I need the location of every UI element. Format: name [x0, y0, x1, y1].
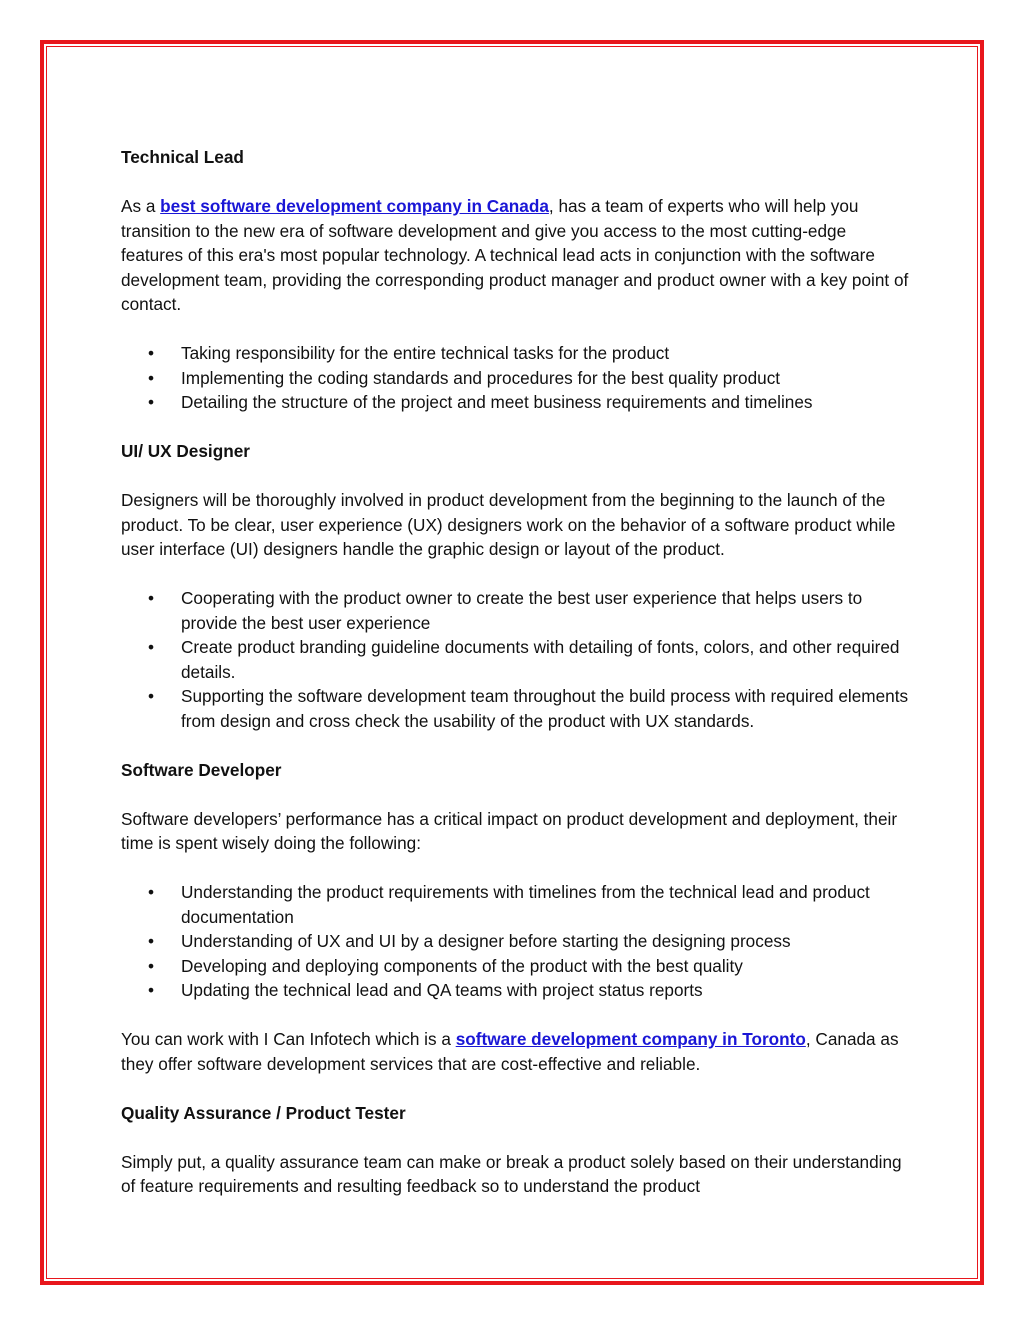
heading-software-developer: Software Developer: [121, 759, 282, 780]
list-item-text: Create product branding guideline documents with detailing of fonts, colors, and other required details.: [181, 637, 900, 682]
bullet-icon: •: [148, 980, 155, 1000]
paragraph-ui-ux: Designers will be thoroughly involved in product development from the beginning to the launch of the product. To be clear, user experience (UX) designers work on the behavior of a software product while user interface (UI) designers handle the graphic design or layout of the product.: [121, 490, 896, 559]
bullet-icon: •: [148, 882, 155, 902]
list-item: [121, 978, 911, 1003]
list-item-text: Taking responsibility for the entire technical tasks for the product: [181, 343, 670, 363]
list-technical-lead: [121, 341, 911, 415]
paragraph-quality-assurance: Simply put, a quality assurance team can make or break a product solely based on their understanding of feature requirements and resulting feedback so to understand the product: [121, 1151, 902, 1196]
bullet-icon: •: [148, 392, 155, 412]
bullet-icon: •: [148, 955, 155, 976]
list-item: [121, 390, 911, 415]
outro-prefix: You can work with I Can Infotech which is a: [121, 1029, 456, 1049]
list-software-developer: [121, 880, 911, 1003]
link-software-development-company-toronto[interactable]: software development company in Toronto: [455, 1029, 806, 1049]
outro-suffix: , Canada as they offer software development services that are cost-effective and reliable.: [121, 1029, 899, 1074]
list-item-text: Cooperating with the product owner to create the best user experience that helps users to provide the best user experience: [181, 588, 863, 633]
list-item-text: Developing and deploying components of the product with the best quality: [181, 955, 743, 976]
list-item: [121, 366, 911, 391]
paragraph-technical-lead: [121, 194, 911, 317]
paragraph-i-can-infotech: [121, 1027, 911, 1076]
intro-prefix: As a: [121, 196, 161, 216]
document-body: [121, 145, 911, 1223]
bullet-icon: •: [148, 686, 155, 706]
list-item: [121, 684, 911, 733]
list-item: [121, 586, 911, 635]
paragraph-software-developer: Software developers’ performance has a critical impact on product development and deployment, their time is spent wisely doing the following:: [121, 808, 898, 853]
list-item-text: Detailing the structure of the project and meet business requirements and timelines: [181, 392, 813, 412]
list-item: [121, 929, 911, 954]
list-item: [121, 954, 911, 979]
list-item-text: Implementing the coding standards and procedures for the best quality product: [181, 367, 781, 388]
bullet-icon: •: [148, 588, 155, 608]
list-item-text: Understanding of UX and UI by a designer before starting the designing process: [181, 931, 791, 951]
list-ui-ux: [121, 586, 911, 733]
bullet-icon: •: [148, 343, 155, 363]
bullet-icon: •: [148, 367, 155, 388]
heading-quality-assurance: Quality Assurance / Product Tester: [121, 1102, 406, 1123]
bullet-icon: •: [148, 637, 155, 657]
bullet-icon: •: [148, 931, 155, 951]
list-item-text: Updating the technical lead and QA teams with project status reports: [181, 980, 703, 1000]
list-item-text: Understanding the product requirements with timelines from the technical lead and product documentation: [181, 882, 870, 927]
heading-ui-ux-designer: UI/ UX Designer: [121, 441, 250, 461]
list-item: [121, 880, 911, 929]
heading-technical-lead: Technical Lead: [121, 147, 244, 167]
link-best-software-development-company-canada[interactable]: best software development company in Canada: [160, 196, 549, 216]
list-item: [121, 341, 911, 366]
list-item-text: Supporting the software development team throughout the build process with required elements from design and cross check the usability of the product with UX standards.: [181, 686, 909, 731]
intro-suffix: , has a team of experts who will help you transition to the new era of software development and give you access to the most cutting-edge features of this era's most popular technology. A technical lead acts in conjunction with the software development team, providing the corresponding product manager and product owner with a key point of contact.: [121, 196, 909, 314]
list-item: [121, 635, 911, 684]
